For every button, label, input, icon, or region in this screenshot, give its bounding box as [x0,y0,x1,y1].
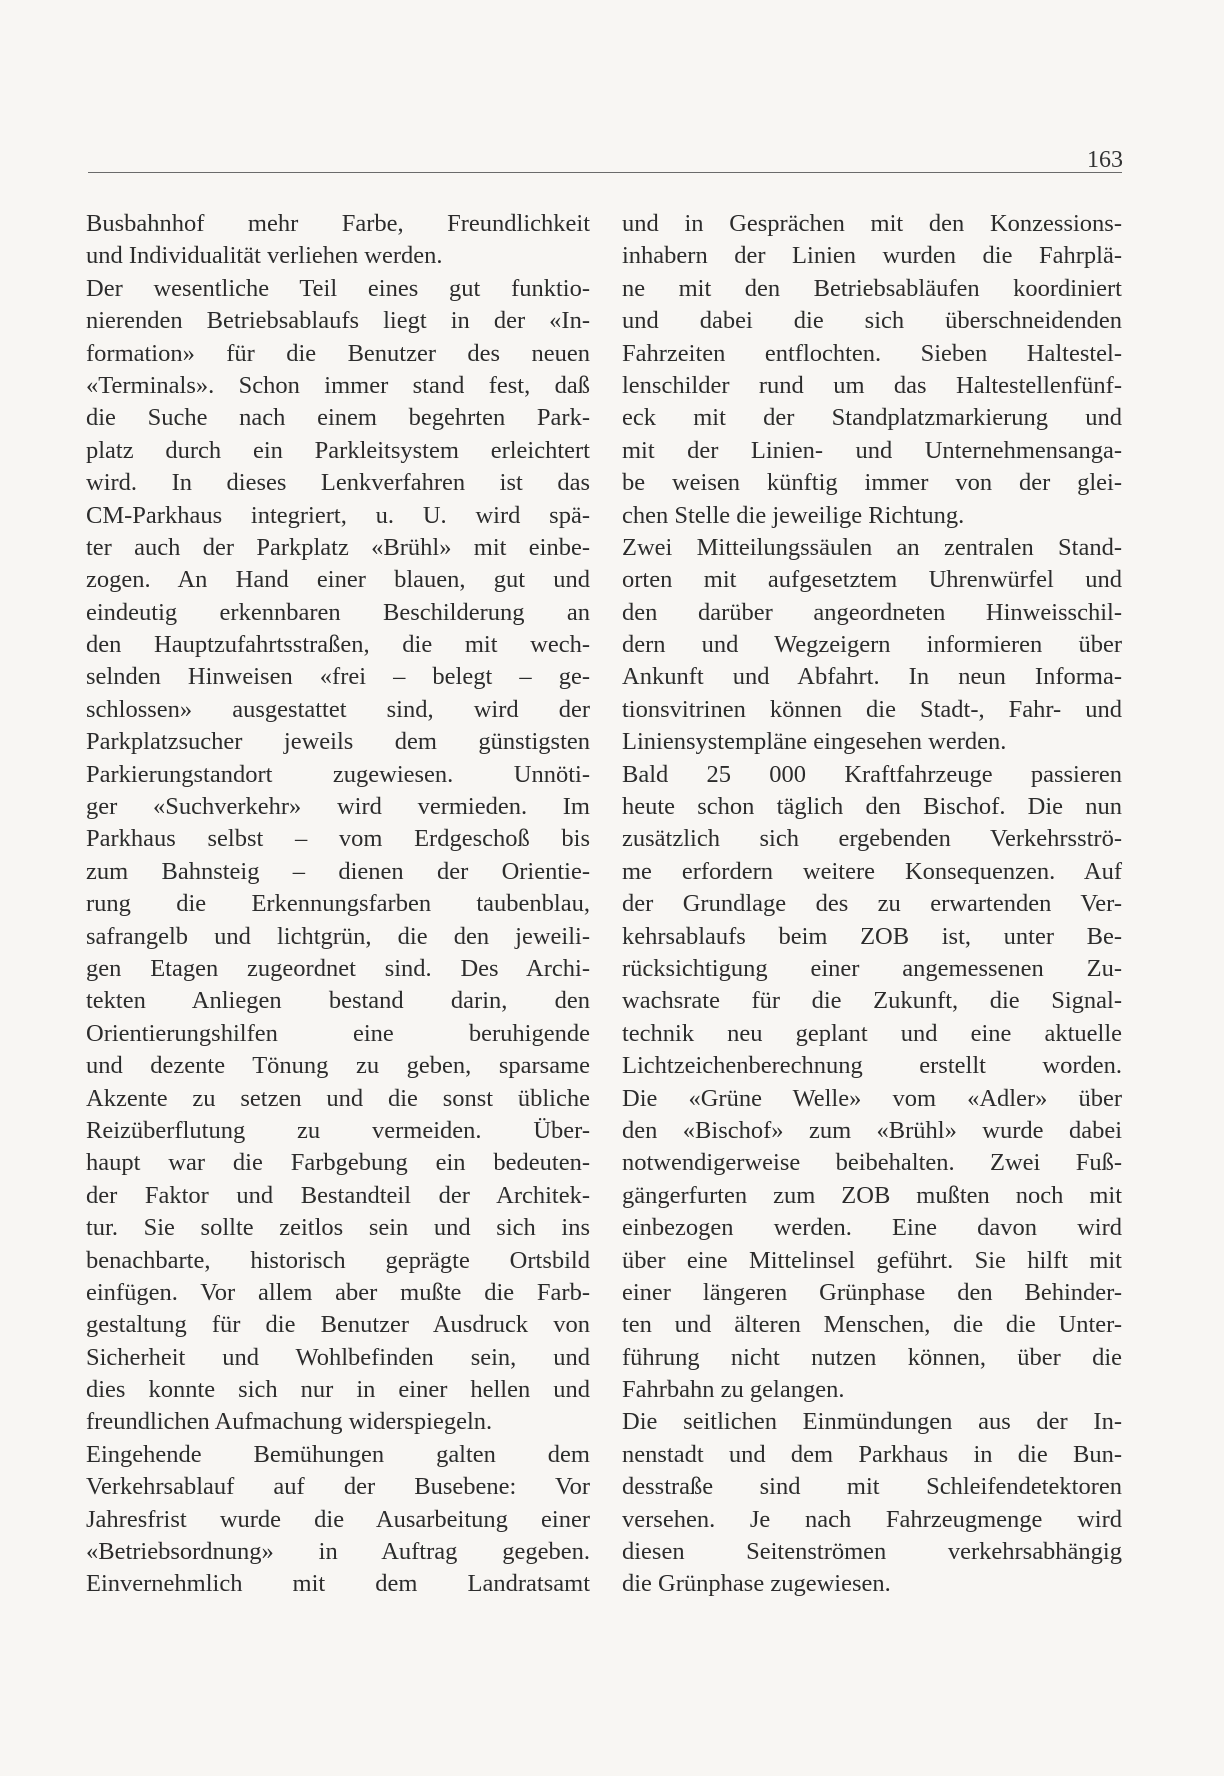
text-line: Ankunft und Abfahrt. In neun Informa- [622,663,1122,691]
text-line: haupt war die Farbgebung ein bedeuten- [86,1149,590,1177]
text-line: be weisen künftig immer von der glei- [622,469,1122,497]
text-line: Jahresfrist wurde die Ausarbeitung einer [86,1505,590,1533]
text-line: tionsvitrinen können die Stadt-, Fahr- und [622,695,1122,723]
text-line: den darüber angeordneten Hinweisschil- [622,598,1122,626]
text-line: orten mit aufgesetztem Uhrenwürfel und [622,566,1122,594]
text-line: Fahrzeiten entflochten. Sieben Haltestel- [622,339,1122,367]
text-line: wird. In dieses Lenkverfahren ist das [86,469,590,497]
text-line: freundlichen Aufmachung widerspiegeln. [86,1408,493,1436]
text-line: rung die Erkennungsfarben taubenblau, [86,890,590,918]
text-line: tekten Anliegen bestand darin, den [86,987,590,1015]
text-line: Bald 25 000 Kraftfahrzeuge passieren [622,760,1122,788]
text-line: platz durch ein Parkleitsystem erleichtert [86,436,590,464]
text-line: gen Etagen zugeordnet sind. Des Archi- [86,954,590,982]
header-rule [88,172,1122,173]
text-line: schlossen» ausgestattet sind, wird der [86,695,590,723]
text-line: formation» für die Benutzer des neuen [86,339,590,367]
text-line: führung nicht nutzen können, über die [622,1343,1122,1371]
text-line: Einvernehmlich mit dem Landratsamt [86,1570,590,1598]
text-line: zusätzlich sich ergebenden Verkehrsströ- [622,825,1122,853]
text-line: technik neu geplant und eine aktuelle [622,1019,1122,1047]
text-line: einbezogen werden. Eine davon wird [622,1214,1122,1242]
right-text-column [622,208,1122,1601]
text-line: Fahrbahn zu gelangen. [622,1376,845,1404]
text-line: einfügen. Vor allem aber mußte die Farb- [86,1278,590,1306]
text-line: nenstadt und dem Parkhaus in die Bun- [622,1440,1122,1468]
text-line: tur. Sie sollte zeitlos sein und sich ins [86,1214,590,1242]
text-line: «Terminals». Schon immer stand fest, daß [86,371,590,399]
text-line: Verkehrsablauf auf der Busebene: Vor [86,1473,590,1501]
text-line: desstraße sind mit Schleifendetektoren [622,1473,1122,1501]
text-line: selnden Hinweisen «frei – belegt – ge- [86,663,590,691]
text-line: safrangelb und lichtgrün, die den jeweili- [86,922,590,950]
text-line: ger «Suchverkehr» wird vermieden. Im [86,793,590,821]
text-line: eck mit der Standplatzmarkierung und [622,404,1122,432]
text-line: und in Gesprächen mit den Konzessions- [622,210,1122,237]
text-line: CM-Parkhaus integriert, u. U. wird spä- [86,501,590,529]
text-line: über eine Mittelinsel geführt. Sie hilft mit [622,1246,1122,1274]
text-line: und Individualität verliehen werden. [86,242,443,270]
text-line: den «Bischof» zum «Brühl» wurde dabei [622,1116,1122,1144]
text-line: heute schon täglich den Bischof. Die nun [622,793,1122,821]
left-text-column [86,208,590,1601]
text-line: kehrsablaufs beim ZOB ist, unter Be- [622,922,1122,950]
text-line: Lichtzeichenberechnung erstellt worden. [622,1052,1122,1080]
text-line: der Faktor und Bestandteil der Architek- [86,1181,590,1209]
text-line: Liniensystempläne eingesehen werden. [622,728,1007,756]
text-line: wachsrate für die Zukunft, die Signal- [622,987,1122,1015]
text-line: Parkierungstandort zugewiesen. Unnöti- [86,760,590,788]
text-line: rücksichtigung einer angemessenen Zu- [622,954,1122,982]
text-line: einer längeren Grünphase den Behinder- [622,1278,1122,1306]
text-line: Parkplatzsucher jeweils dem günstigsten [86,728,590,756]
text-line: diesen Seitenströmen verkehrsabhängig [622,1538,1122,1566]
text-line: nierenden Betriebsablaufs liegt in der «In- [86,307,590,335]
page-number: 163 [1087,147,1123,173]
text-line: Die seitlichen Einmündungen aus der In- [622,1408,1122,1436]
text-line: versehen. Je nach Fahrzeugmenge wird [622,1505,1122,1533]
text-line: die Suche nach einem begehrten Park- [86,404,590,432]
text-line: chen Stelle die jeweilige Richtung. [622,501,965,529]
text-line: und dabei die sich überschneidenden [622,307,1122,335]
text-line: Zwei Mitteilungssäulen an zentralen Stand- [622,533,1122,561]
text-line: eindeutig erkennbaren Beschilderung an [86,598,590,626]
text-line: zum Bahnsteig – dienen der Orientie- [86,857,590,885]
text-line: den Hauptzufahrtsstraßen, die mit wech- [86,631,590,659]
text-line: Die «Grüne Welle» vom «Adler» über [622,1084,1122,1112]
text-line: dies konnte sich nur in einer hellen und [86,1376,590,1404]
text-line: ter auch der Parkplatz «Brühl» mit einbe- [86,533,590,561]
text-line: ten und älteren Menschen, die die Unter- [622,1311,1122,1339]
text-line: Reizüberflutung zu vermeiden. Über- [86,1116,590,1144]
text-line: lenschilder rund um das Haltestellenfünf- [622,371,1122,399]
text-line: notwendigerweise beibehalten. Zwei Fuß- [622,1149,1122,1177]
text-line: benachbarte, historisch geprägte Ortsbild [86,1246,590,1274]
text-line: und dezente Tönung zu geben, sparsame [86,1052,590,1080]
text-line: Eingehende Bemühungen galten dem [86,1440,590,1468]
text-line: der Grundlage des zu erwartenden Ver- [622,890,1122,918]
text-line: Sicherheit und Wohlbefinden sein, und [86,1343,590,1371]
text-line: inhabern der Linien wurden die Fahrplä- [622,242,1122,270]
text-line: dern und Wegzeigern informieren über [622,631,1122,659]
text-line: ne mit den Betriebsabläufen koordiniert [622,274,1122,302]
text-line: die Grünphase zugewiesen. [622,1570,891,1598]
text-line: «Betriebsordnung» in Auftrag gegeben. [86,1538,590,1566]
text-line: Akzente zu setzen und die sonst übliche [86,1084,590,1112]
text-line: Parkhaus selbst – vom Erdgeschoß bis [86,825,590,853]
text-line: Der wesentliche Teil eines gut funktio- [86,274,590,302]
text-line: gestaltung für die Benutzer Ausdruck von [86,1311,590,1339]
text-line: Orientierungshilfen eine beruhigende [86,1019,590,1047]
text-line: mit der Linien- und Unternehmensanga- [622,436,1122,464]
text-line: gängerfurten zum ZOB mußten noch mit [622,1181,1122,1209]
text-line: me erfordern weitere Konsequenzen. Auf [622,857,1122,885]
text-line: Busbahnhof mehr Farbe, Freundlichkeit [86,210,590,237]
text-line: zogen. An Hand einer blauen, gut und [86,566,590,594]
